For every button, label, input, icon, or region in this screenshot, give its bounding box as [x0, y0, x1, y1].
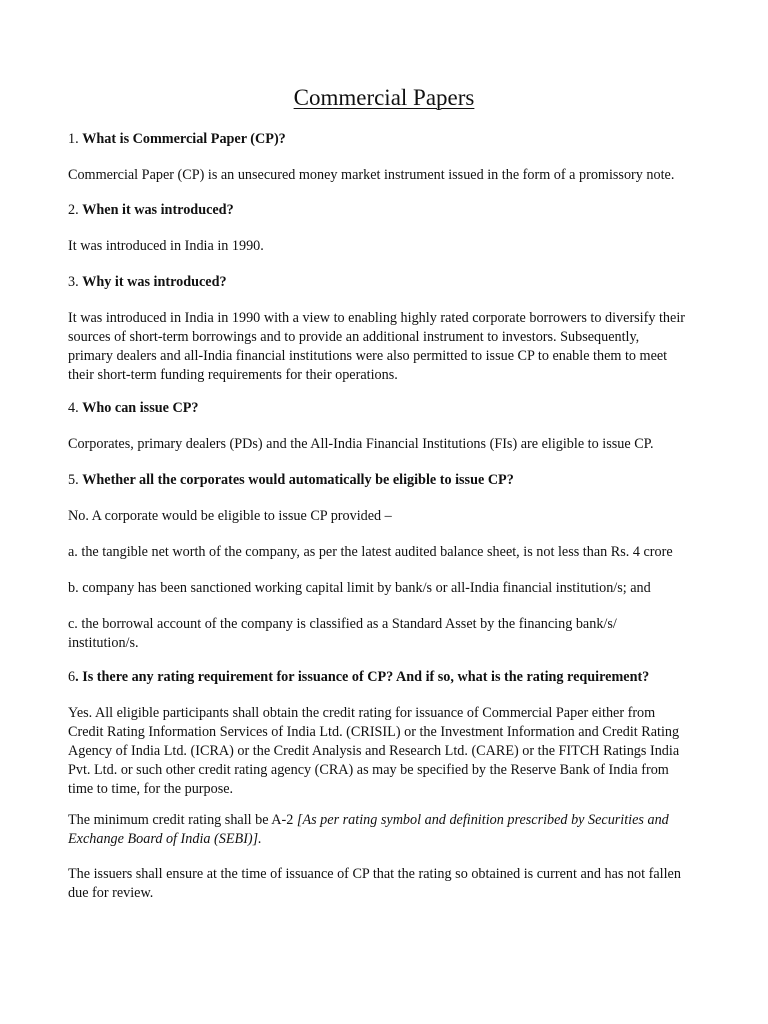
answer-line: time to time, for the purpose. — [68, 781, 234, 797]
answer-line: Yes. All eligible participants shall obtain the credit rating for issuance of Commercial Paper either from — [68, 705, 656, 721]
question-2 — [68, 201, 738, 220]
issuers-line: The issuers shall ensure at the time of issuance of CP that the rating so obtained is current and has not fallen — [68, 866, 681, 882]
condition-c — [68, 615, 738, 653]
answer-line: Pvt. Ltd. or such other credit rating agency (CRA) as may be specified by the Reserve Bank of India from — [68, 762, 669, 778]
issuers-note — [68, 865, 738, 903]
condition-b: b. company has been sanctioned working capital limit by bank/s or all-India financial institution/s; and — [68, 580, 651, 596]
condition-line: institution/s. — [68, 635, 139, 651]
condition-a: a. the tangible net worth of the company, as per the latest audited balance sheet, is not less than Rs. 4 crore — [68, 544, 673, 560]
minimum-rating-text: The minimum credit rating shall be A-2 — [68, 812, 297, 828]
condition-line: c. the borrowal account of the company is classified as a Standard Asset by the financing bank/s/ — [68, 616, 617, 632]
answer-3 — [68, 309, 738, 385]
answer-line: sources of short-term borrowings and to provide an additional instrument to investors. Subsequently, — [68, 329, 640, 345]
answer-line: It was introduced in India in 1990 with a view to enabling highly rated corporate borrowers to diversify their — [68, 310, 685, 326]
page-title: Commercial Papers — [293, 85, 475, 110]
question-number: 3. — [68, 274, 83, 290]
question-number: 5. — [68, 472, 83, 488]
question-number: 1. — [68, 131, 83, 147]
question-text: Who can issue CP? — [82, 400, 199, 416]
answer-line: Credit Rating Information Services of India Ltd. (CRISIL) or the Investment Information and Credit Rating — [68, 724, 680, 740]
minimum-rating — [68, 811, 738, 849]
question-number: 2. — [68, 202, 83, 218]
issuers-line: due for review. — [68, 885, 154, 901]
minimum-rating-note: Exchange Board of India (SEBI)]. — [68, 831, 262, 847]
minimum-rating-note: [As per rating symbol and definition prescribed by Securities and — [296, 812, 669, 828]
answer-1: Commercial Paper (CP) is an unsecured money market instrument issued in the form of a promissory note. — [68, 167, 675, 183]
answer-5: No. A corporate would be eligible to issue CP provided – — [68, 508, 392, 524]
answer-6 — [68, 704, 738, 799]
answer-line: Agency of India Ltd. (ICRA) or the Credit Analysis and Research Ltd. (CARE) or the FITCH Ratings India — [68, 743, 680, 759]
answer-2: It was introduced in India in 1990. — [68, 238, 264, 254]
minimum-rating-line — [68, 811, 738, 830]
question-text: When it was introduced? — [82, 202, 234, 218]
question-text: Why it was introduced? — [82, 274, 227, 290]
question-1 — [68, 130, 738, 149]
question-3 — [68, 273, 738, 292]
question-number: 4. — [68, 400, 83, 416]
question-text: What is Commercial Paper (CP)? — [82, 131, 286, 147]
question-text: Whether all the corporates would automatically be eligible to issue CP? — [82, 472, 514, 488]
answer-4: Corporates, primary dealers (PDs) and the All-India Financial Institutions (FIs) are eligible to issue CP. — [68, 436, 654, 452]
question-4 — [68, 399, 738, 418]
question-text: . Is there any rating requirement for issuance of CP? And if so, what is the rating requirement? — [75, 669, 650, 685]
question-6 — [68, 668, 738, 687]
answer-line: primary dealers and all-India financial institutions were also permitted to issue CP to enable them to meet — [68, 348, 668, 364]
answer-line: their short-term funding requirements for their operations. — [68, 367, 398, 383]
question-5 — [68, 471, 738, 490]
question-number: 6 — [68, 669, 76, 685]
